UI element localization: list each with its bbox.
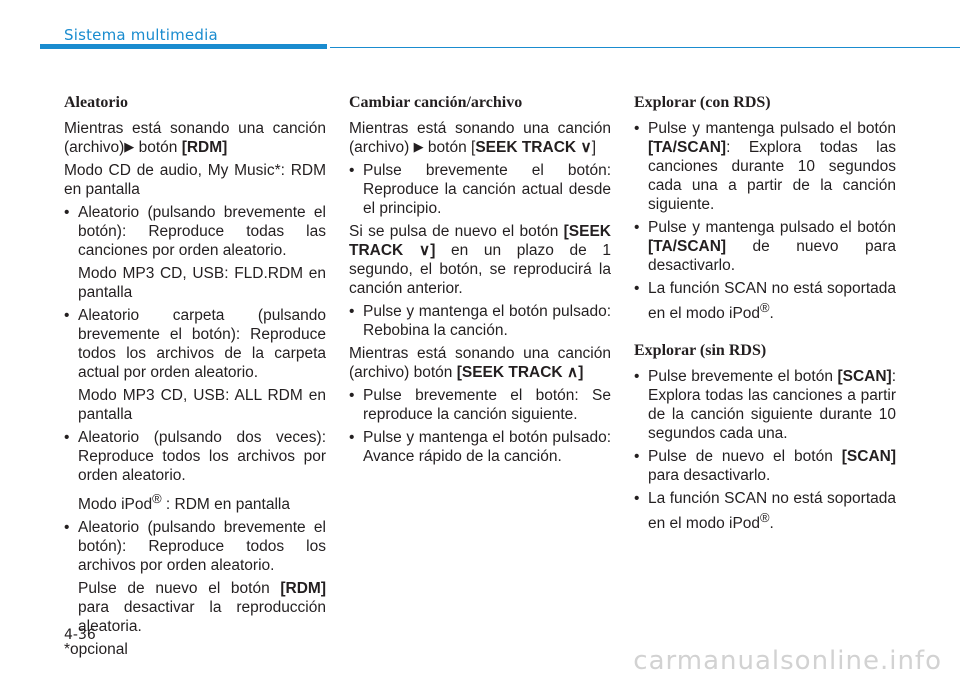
paragraph-seek-again (349, 222, 611, 298)
text: . (769, 305, 774, 323)
list-note (64, 579, 326, 636)
text: Mientras está sonando una canción (archivo) botón (349, 345, 611, 381)
list-item: • Pulse y mantenga el botón pulsado: Avance rápido de la canción. (349, 428, 611, 466)
play-arrow-icon: ▶ (413, 139, 424, 154)
spacer (634, 327, 896, 341)
footnote: *opcional (64, 641, 128, 659)
key-scan: [SCAN] (837, 368, 892, 386)
list-item: • Pulse brevemente el botón: Reproduce la canción actual desde el principio. (349, 161, 611, 218)
text: La función SCAN no está soportada en el modo iPod (648, 280, 896, 323)
text: Mientras está sonando una canción (archivo) (64, 120, 326, 156)
text: Pulse de nuevo el botón (648, 448, 842, 466)
text: La función SCAN no está soportada en el modo iPod (648, 490, 896, 533)
text: Pulse de nuevo el botón (78, 580, 281, 598)
column-aleatorio (64, 93, 326, 663)
text: Modo iPod (78, 496, 153, 514)
text: en un plazo de 1 segundo, el botón, se reproducirá la canción anterior. (349, 242, 611, 297)
heading-explorar-con-rds: Explorar (con RDS) (634, 94, 771, 111)
list-item: • Aleatorio (pulsando brevemente el botón): Reproduce todas las canciones por orden aleatorio. (64, 203, 326, 260)
list-seek-1 (349, 161, 611, 218)
text: . (769, 515, 774, 533)
key-rdm: [RDM] (181, 139, 228, 156)
text: : RDM en pantalla (161, 496, 290, 514)
column-explorar (634, 93, 896, 537)
list-seek-3 (349, 386, 611, 466)
registered-mark: ® (760, 300, 770, 315)
section-title: Sistema multimedia (64, 26, 218, 44)
text: de nuevo para desactivarlo. (648, 238, 896, 274)
text: : Explora todas las canciones a partir de la canción siguiente durante 10 segundos cada una. (648, 368, 896, 443)
heading-explorar-sin-rds: Explorar (sin RDS) (634, 342, 767, 360)
paragraph-mode: Modo CD de audio, My Music*: RDM en pantalla (64, 162, 326, 198)
list-seek-2 (349, 302, 611, 340)
registered-mark: ® (152, 491, 162, 506)
key-seek-track-down: [SEEK TRACK ∨] (349, 223, 611, 259)
list-item (634, 119, 896, 214)
text: botón (134, 139, 182, 156)
text: Mientras está sonando una canción (archivo) (349, 120, 611, 156)
key-scan: [SCAN] (841, 448, 896, 466)
list-item (634, 447, 896, 485)
list-item: • Aleatorio carpeta (pulsando brevemente el botón): Reproduce todos los archivos de la carpeta actual por orden aleatorio. (64, 306, 326, 382)
list-item: • Aleatorio (pulsando brevemente el botón): Reproduce todos los archivos por orden aleatorio. (64, 518, 326, 575)
list-item (634, 218, 896, 275)
text: Pulse y mantenga pulsado el botón (648, 120, 896, 137)
text: para desactivar la reproducción aleatoria. (78, 599, 326, 636)
text: ] (591, 139, 597, 156)
list-item (634, 367, 896, 443)
list-item: • Pulse brevemente el botón: Se reproduce la canción siguiente. (349, 386, 611, 424)
text: Pulse brevemente el botón (648, 368, 838, 386)
key-ta-scan: [TA/SCAN] (648, 139, 727, 156)
heading-aleatorio: Aleatorio (64, 94, 128, 111)
paragraph-seek-down (349, 119, 611, 157)
header-rule-thick (40, 44, 327, 49)
key-rdm: [RDM] (280, 580, 326, 598)
play-arrow-icon: ▶ (124, 139, 135, 154)
list-item: • Aleatorio (pulsando dos veces): Reproduce todos los archivos por orden aleatorio. (64, 428, 326, 485)
list-item (634, 279, 896, 323)
list-item (634, 489, 896, 533)
paragraph-intro (64, 119, 326, 157)
text: botón [ (423, 139, 476, 156)
key-ta-scan: [TA/SCAN] (648, 238, 727, 255)
key-seek-track-up: [SEEK TRACK ∧] (456, 364, 584, 381)
list-item: • Pulse y mantenga el botón pulsado: Rebobina la canción. (349, 302, 611, 340)
text: Si se pulsa de nuevo el botón (349, 223, 564, 240)
registered-mark: ® (760, 510, 770, 526)
text: Pulse y mantenga pulsado el botón (648, 219, 896, 236)
header-rule-thin (330, 47, 960, 48)
text: para desactivarlo. (648, 467, 771, 485)
watermark: carmanualsonline.info (633, 646, 942, 676)
list-aleatorio (64, 203, 326, 636)
column-cambiar-cancion (349, 93, 611, 470)
list-note: Modo MP3 CD, USB: FLD.RDM en pantalla (78, 265, 326, 301)
list-explorar-sin-rds (634, 367, 896, 533)
list-note: Modo MP3 CD, USB: ALL RDM en pantalla (78, 387, 326, 423)
text: : Explora todas las canciones durante 10 segundos cada una a partir de la canción siguiente. (648, 139, 896, 213)
paragraph-seek-up (349, 344, 611, 382)
heading-cambiar-cancion: Cambiar canción/archivo (349, 94, 523, 111)
list-explorar-con-rds (634, 119, 896, 323)
page-number: 4-36 (64, 627, 96, 643)
list-note (64, 489, 326, 514)
key-seek-track-down: SEEK TRACK ∨ (475, 139, 592, 156)
